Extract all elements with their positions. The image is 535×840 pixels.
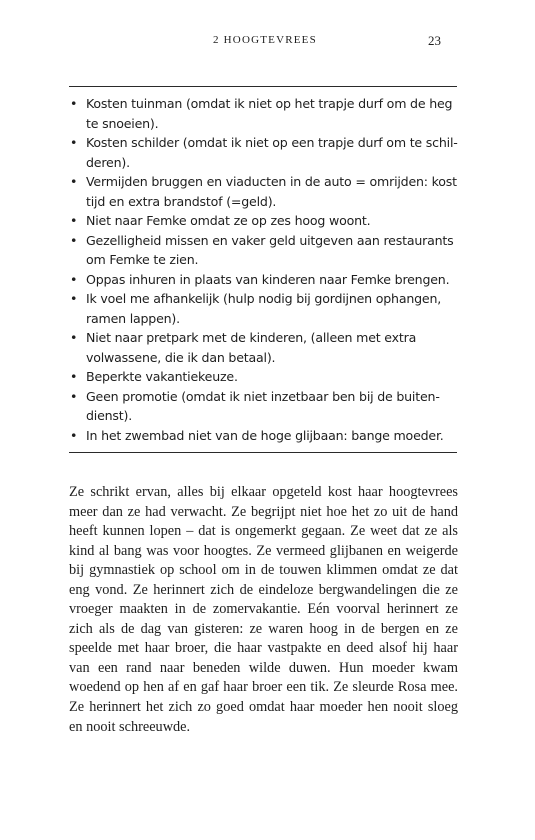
list-item-text: Kosten tuinman (omdat ik niet op het trapje durf om de heg te snoeien).	[86, 96, 453, 131]
list-item	[69, 367, 459, 387]
list-item	[69, 231, 459, 270]
body-paragraph: Ze schrikt ervan, alles bij elkaar opgeteld kost haar hoogtevrees meer dan ze had verwacht. Ze begrijpt niet hoe het zo uit de hand heeft kunnen lopen – dat is ongemerkt gegaan. Ze weet dat ze als kind al bang was voor hoogtes. Ze vermeed glijbanen en weigerde bij gymnastiek op school om in de touwen klimmen omdat ze dat eng vond. Ze herinnert zich de eindeloze bergwandelingen die ze vroeger maakten in de zomervakantie. Eén voorval herinnert ze zich als de dag van gisteren: ze waren hoog in de bergen en ze speelde met haar broer, die haar vastpakte en deed alsof hij haar van een rand naar beneden wilde duwen. Hun moeder kwam woedend op hen af en gaf haar broer een tik. Ze sleurde Rosa mee. Ze herinnert het zich zo goed omdat haar moeder hen nooit sloeg en nooit schreeuwde.	[69, 484, 458, 735]
list-item-text: Gezelligheid missen en vaker geld uitgeven aan restaurants om Femke te zien.	[86, 232, 454, 267]
bottom-divider	[69, 452, 457, 453]
bullet-icon: •	[70, 232, 78, 248]
running-header	[0, 34, 535, 50]
list-item-text: Ik voel me afhankelijk (hulp nodig bij gordijnen ophangen, ramen lappen).	[86, 291, 442, 326]
bullet-icon: •	[70, 427, 78, 443]
list-item	[69, 133, 459, 172]
list-item	[69, 289, 459, 328]
page-number: 23	[428, 33, 441, 48]
cost-list	[69, 94, 459, 445]
list-item-text: Vermijden bruggen en viaducten in de auto = omrijden: kost tijd en extra brandstof (=geld).	[86, 174, 457, 209]
list-item	[69, 270, 459, 290]
bullet-icon: •	[70, 96, 78, 111]
list-item	[69, 387, 459, 426]
list-item-text: Oppas inhuren in plaats van kinderen naar Femke brengen.	[86, 271, 450, 287]
bullet-icon: •	[70, 174, 78, 189]
list-item	[69, 328, 459, 367]
list-item	[69, 172, 459, 211]
bullet-icon: •	[70, 135, 78, 150]
list-item-text: Kosten schilder (omdat ik niet op een trapje durf om te schilderen).	[86, 135, 458, 170]
list-item-text: Beperkte vakantiekeuze.	[86, 369, 238, 384]
bullet-icon: •	[70, 271, 78, 287]
list-item-text: Geen promotie (omdat ik niet inzetbaar ben bij de buitendienst).	[86, 388, 440, 423]
list-item	[69, 211, 459, 231]
bullet-icon: •	[70, 388, 78, 404]
list-item-text: In het zwembad niet van de hoge glijbaan: bange moeder.	[86, 427, 444, 443]
list-item	[69, 426, 459, 446]
chapter-title: 2 HOOGTEVREES	[213, 34, 317, 46]
bullet-icon: •	[70, 330, 78, 345]
list-item-text: Niet naar pretpark met de kinderen, (alleen met extra volwassene, die ik dan betaal).	[86, 330, 417, 365]
bullet-icon: •	[70, 291, 78, 306]
list-item	[69, 94, 459, 133]
list-item-text: Niet naar Femke omdat ze op zes hoog woont.	[86, 213, 371, 228]
bullet-icon: •	[70, 213, 78, 228]
bullet-icon: •	[70, 369, 78, 384]
top-divider	[69, 86, 457, 87]
